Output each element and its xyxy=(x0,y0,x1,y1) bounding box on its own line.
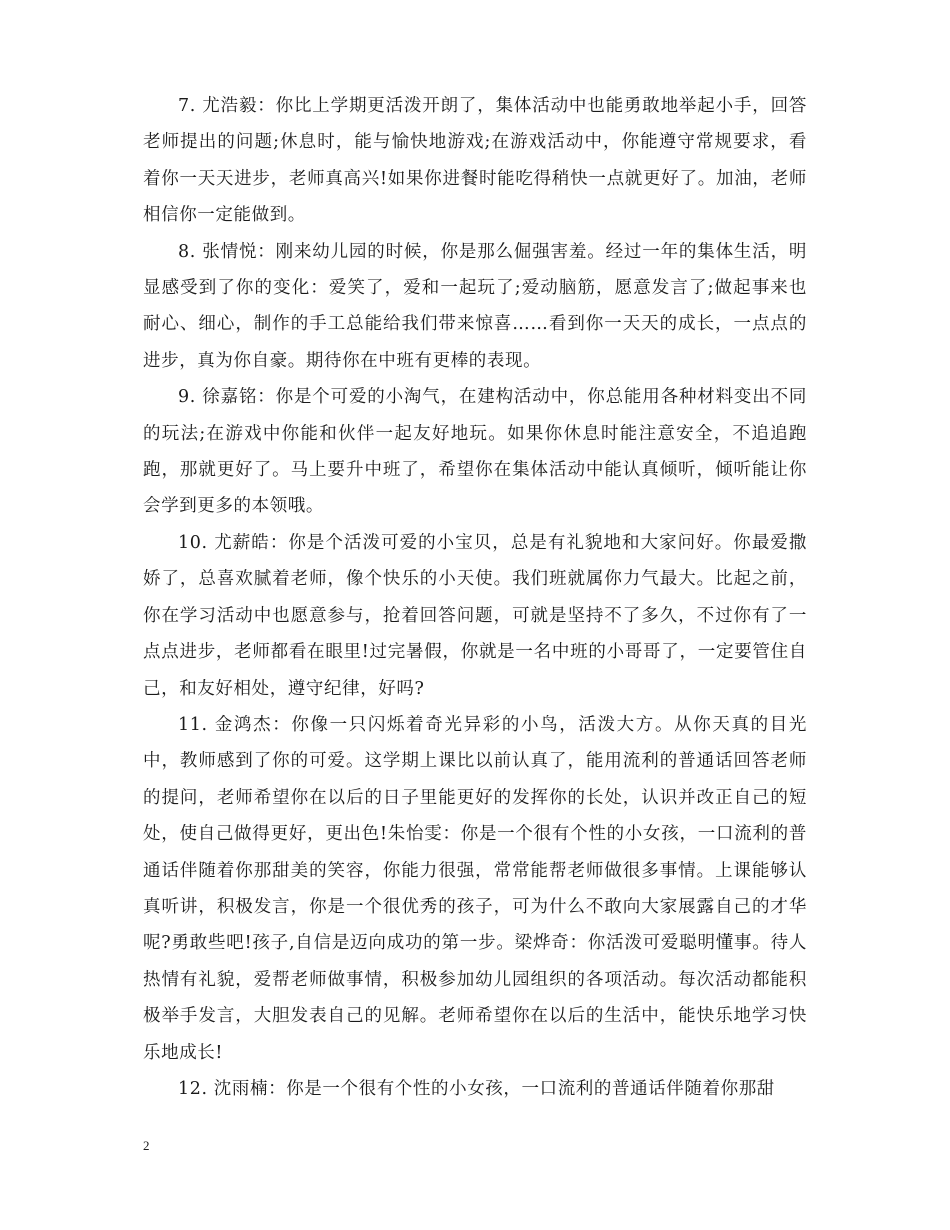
comment-paragraph-9: 9. 徐嘉铭：你是个可爱的小淘气，在建构活动中，你总能用各种材料变出不同的玩法;在游戏中你能和伙伴一起友好地玩。如果你休息时能注意安全，不追追跑跑，那就更好了。马上要升中班了，希望你在集体活动中能认真倾听，倾听能让你会学到更多的本领哦。 xyxy=(143,387,807,517)
document-body xyxy=(143,88,807,1107)
comment-paragraph-10: 10. 尤薪皓：你是个活泼可爱的小宝贝，总是有礼貌地和大家问好。你最爱撒娇了，总喜欢腻着老师，像个快乐的小天使。我们班就属你力气最大。比起之前，你在学习活动中也愿意参与，抢着回答问题，可就是坚持不了多久，不过你有了一点点进步，老师都看在眼里!过完暑假，你就是一名中班的小哥哥了，一定要管住自己，和友好相处，遵守纪律，好吗? xyxy=(143,532,807,699)
comment-paragraph-8: 8. 张情悦：刚来幼儿园的时候，你是那么倔强害羞。经过一年的集体生活，明显感受到了你的变化：爱笑了，爱和一起玩了;爱动脑筋，愿意发言了;做起事来也耐心、细心，制作的手工总能给我们带来惊喜……看到你一天天的成长，一点点的进步，真为你自豪。期待你在中班有更棒的表现。 xyxy=(143,241,807,371)
comment-paragraph-7: 7. 尤浩毅：你比上学期更活泼开朗了，集体活动中也能勇敢地举起小手，回答老师提出的问题;休息时，能与愉快地游戏;在游戏活动中，你能遵守常规要求，看着你一天天进步，老师真高兴!如果你进餐时能吃得稍快一点就更好了。加油，老师相信你一定能做到。 xyxy=(143,96,807,226)
comment-paragraph-11: 11. 金鸿杰：你像一只闪烁着奇光异彩的小鸟，活泼大方。从你天真的目光中，教师感到了你的可爱。这学期上课比以前认真了，能用流利的普通话回答老师的提问，老师希望你在以后的日子里能更好的发挥你的长处，认识并改正自己的短处，使自己做得更好，更出色!朱怡雯：你是一个很有个性的小女孩，一口流利的普通话伴随着你那甜美的笑容，你能力很强，常常能帮老师做很多事情。上课能够认真听讲，积极发言，你是一个很优秀的孩子，可为什么不敢向大家展露自己的才华呢?勇敢些吧!孩子,自信是迈向成功的第一步。梁烨奇：你活泼可爱聪明懂事。待人热情有礼貌，爱帮老师做事情，积极参加幼儿园组织的各项活动。每次活动都能积极举手发言，大胆发表自己的见解。老师希望你在以后的生活中，能快乐地学习快乐地成长! xyxy=(143,714,807,1063)
page-number: 2 xyxy=(143,1138,150,1153)
comment-paragraph-12: 12. 沈雨楠：你是一个很有个性的小女孩，一口流利的普通话伴随着你那甜 xyxy=(178,1078,775,1099)
